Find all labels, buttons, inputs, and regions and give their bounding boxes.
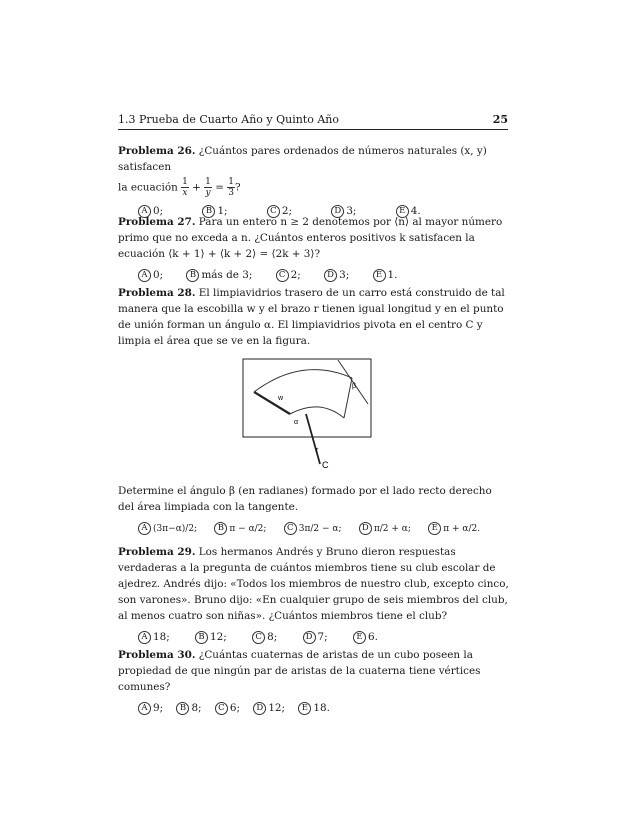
option-b[interactable]: B 12; xyxy=(195,629,227,645)
wiper-figure xyxy=(242,358,372,470)
problem-28 xyxy=(118,285,510,349)
option-b[interactable]: B más de 3; xyxy=(186,267,252,283)
option-c[interactable]: C 2; xyxy=(267,203,292,219)
answer-options xyxy=(118,520,510,537)
problem-28-question xyxy=(118,483,510,537)
problem-text: Los hermanos Andrés y Bruno dieron respuestas verdaderas a la pregunta de cuántos miembros tiene su club escolar de ajedrez. Andrés dijo: «Todos los miembros de nuestro club, excepto cinco, son varones». Bruno dijo: «En cualquier grupo de seis miembros del club, al menos cuatro son niñas». ¿Cuántos miembros tiene el club? xyxy=(118,546,509,622)
plus-sign: + xyxy=(192,181,201,194)
answer-options xyxy=(118,629,510,645)
answer-options xyxy=(118,267,510,283)
option-d[interactable]: D π/2 + α; xyxy=(359,520,411,537)
problem-text-cont: la ecuación xyxy=(118,181,178,194)
tangent-line xyxy=(338,360,368,404)
option-e[interactable]: E 1. xyxy=(373,267,398,283)
fraction-1-3: $\frac{1}{3}$ xyxy=(228,177,234,198)
problem-text: ¿Cuántos pares ordenados de números naturales (x, y) satisfacen xyxy=(118,145,487,173)
question-mark: ? xyxy=(234,181,241,194)
option-b[interactable]: B 1; xyxy=(202,203,227,219)
running-header xyxy=(118,113,508,126)
problem-title: Problema 30. xyxy=(118,649,196,661)
option-c[interactable]: C 6; xyxy=(215,700,240,716)
problem-title: Problema 28. xyxy=(118,287,196,299)
section-title: 1.3 Prueba de Cuarto Año y Quinto Año xyxy=(118,113,339,126)
option-c[interactable]: C 8; xyxy=(252,629,277,645)
label-alpha: α xyxy=(294,419,299,426)
option-a[interactable]: A 9; xyxy=(138,700,163,716)
fraction-1-x: $\frac{1}{x}$ xyxy=(182,177,188,198)
problem-text: ¿Cuántas cuaternas de aristas de un cubo poseen la propiedad de que ningún par de aristas de la cuaterna tiene vértices comunes? xyxy=(118,649,481,693)
header-rule xyxy=(118,129,508,130)
label-beta: β xyxy=(352,383,357,390)
label-r: r xyxy=(316,447,319,454)
option-e[interactable]: E 4. xyxy=(396,203,421,219)
label-c: C xyxy=(322,460,329,470)
wiper-arm-r xyxy=(306,414,320,464)
equals-sign: = xyxy=(215,181,224,194)
wiper-blade-w xyxy=(254,392,290,414)
option-a[interactable]: A 18; xyxy=(138,629,170,645)
option-e[interactable]: E 18. xyxy=(298,700,330,716)
page-number: 25 xyxy=(492,113,508,126)
option-c[interactable]: C 2; xyxy=(276,267,301,283)
problem-title: Problema 27. xyxy=(118,216,196,228)
problem-29 xyxy=(118,544,510,645)
option-e[interactable]: E π + α/2. xyxy=(428,520,480,537)
option-d[interactable]: D 12; xyxy=(253,700,285,716)
right-side-line xyxy=(344,378,352,418)
option-b[interactable]: B 8; xyxy=(176,700,201,716)
inner-arc xyxy=(290,407,344,418)
option-a[interactable]: A (3π−α)/2; xyxy=(138,520,197,537)
option-d[interactable]: D 3; xyxy=(324,267,349,283)
problem-27 xyxy=(118,214,510,283)
option-d[interactable]: D 7; xyxy=(303,629,328,645)
fraction-1-y: $\frac{1}{y}$ xyxy=(205,177,211,198)
problem-30 xyxy=(118,647,510,716)
problem-title: Problema 29. xyxy=(118,546,196,558)
option-b[interactable]: B π − α/2; xyxy=(214,520,266,537)
outer-arc xyxy=(254,370,352,392)
problem-title: Problema 26. xyxy=(118,145,196,157)
problem-text: Para un entero n ≥ 2 denotemos por ⟨n⟩ al mayor número primo que no exceda a n. ¿Cuántos enteros positivos k satisfacen la ecuación ⟨k + 1⟩ + ⟨k + 2⟩ = ⟨2k + 3⟩? xyxy=(118,216,503,260)
option-e[interactable]: E 6. xyxy=(353,629,378,645)
answer-options xyxy=(118,700,510,716)
option-d[interactable]: D 3; xyxy=(331,203,356,219)
problem-text-cont: Determine el ángulo β (en radianes) formado por el lado recto derecho del área limpiada con la tangente. xyxy=(118,485,492,513)
option-a[interactable]: A 0; xyxy=(138,203,163,219)
label-w: w xyxy=(278,395,284,402)
option-c[interactable]: C 3π/2 − α; xyxy=(284,520,342,537)
option-a[interactable]: A 0; xyxy=(138,267,163,283)
problem-text: El limpiavidrios trasero de un carro está construido de tal manera que la escobilla w y el brazo r tienen igual longitud y en el punto de unión forman un ángulo α. El limpiavidrios pivota en el centro C y limpia el área que se ve en la figura. xyxy=(118,287,505,347)
problem-26 xyxy=(118,143,510,219)
